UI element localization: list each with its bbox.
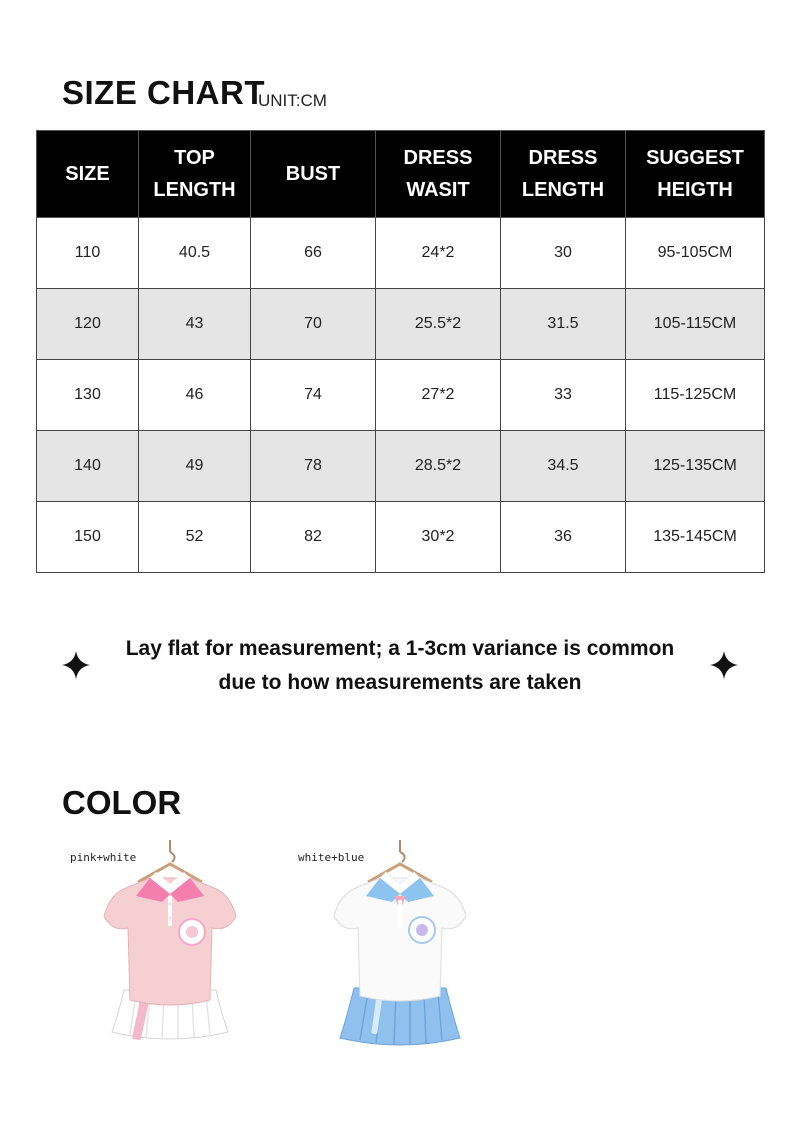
color-option-label: pink+white	[70, 851, 137, 864]
cell-bust: 74	[251, 360, 376, 431]
sparkle-icon	[709, 650, 739, 680]
cell-bust: 78	[251, 431, 376, 502]
color-section-title: COLOR	[62, 784, 182, 821]
cell-size: 110	[37, 218, 139, 289]
note-line-2: due to how measurements are taken	[218, 671, 582, 694]
cell-suggest-height: 125-135CM	[626, 431, 765, 502]
header-size: SIZE	[37, 131, 139, 218]
size-chart-table	[36, 130, 765, 573]
cell-bust: 70	[251, 289, 376, 360]
cell-dress-waist: 24*2	[376, 218, 501, 289]
cell-dress-length: 33	[501, 360, 626, 431]
cell-bust: 82	[251, 502, 376, 573]
unit-label: UNIT:CM	[258, 91, 327, 110]
table-row	[37, 431, 765, 502]
outfit-white-blue-image	[330, 840, 470, 1050]
cell-dress-length: 30	[501, 218, 626, 289]
cell-suggest-height: 135-145CM	[626, 502, 765, 573]
cell-top-length: 46	[139, 360, 251, 431]
cell-dress-waist: 25.5*2	[376, 289, 501, 360]
cell-top-length: 40.5	[139, 218, 251, 289]
note-line-1: Lay flat for measurement; a 1-3cm variance is common	[125, 637, 675, 660]
table-row	[37, 218, 765, 289]
cell-dress-waist: 30*2	[376, 502, 501, 573]
cell-suggest-height: 95-105CM	[626, 218, 765, 289]
header-bust: BUST	[251, 131, 376, 218]
cell-size: 120	[37, 289, 139, 360]
cell-size: 130	[37, 360, 139, 431]
header-suggest-height: SUGGEST HEIGTH	[626, 131, 765, 218]
table-row	[37, 289, 765, 360]
sparkle-icon	[61, 650, 91, 680]
header-dress-waist: DRESS WASIT	[376, 131, 501, 218]
header-row	[37, 131, 765, 218]
header-dress-length: DRESS LENGTH	[501, 131, 626, 218]
cell-dress-waist: 27*2	[376, 360, 501, 431]
outfit-pink-white-image	[100, 840, 240, 1045]
cell-dress-length: 34.5	[501, 431, 626, 502]
cell-suggest-height: 105-115CM	[626, 289, 765, 360]
cell-suggest-height: 115-125CM	[626, 360, 765, 431]
cell-top-length: 49	[139, 431, 251, 502]
color-option-label: white+blue	[298, 851, 365, 864]
table-row	[37, 502, 765, 573]
table-row	[37, 360, 765, 431]
cell-dress-length: 31.5	[501, 289, 626, 360]
cell-top-length: 52	[139, 502, 251, 573]
cell-dress-length: 36	[501, 502, 626, 573]
cell-bust: 66	[251, 218, 376, 289]
cell-dress-waist: 28.5*2	[376, 431, 501, 502]
cell-size: 140	[37, 431, 139, 502]
header-top-length: TOP LENGTH	[139, 131, 251, 218]
measurement-note	[90, 632, 710, 700]
size-chart-title: SIZE CHART	[62, 74, 265, 111]
cell-top-length: 43	[139, 289, 251, 360]
cell-size: 150	[37, 502, 139, 573]
